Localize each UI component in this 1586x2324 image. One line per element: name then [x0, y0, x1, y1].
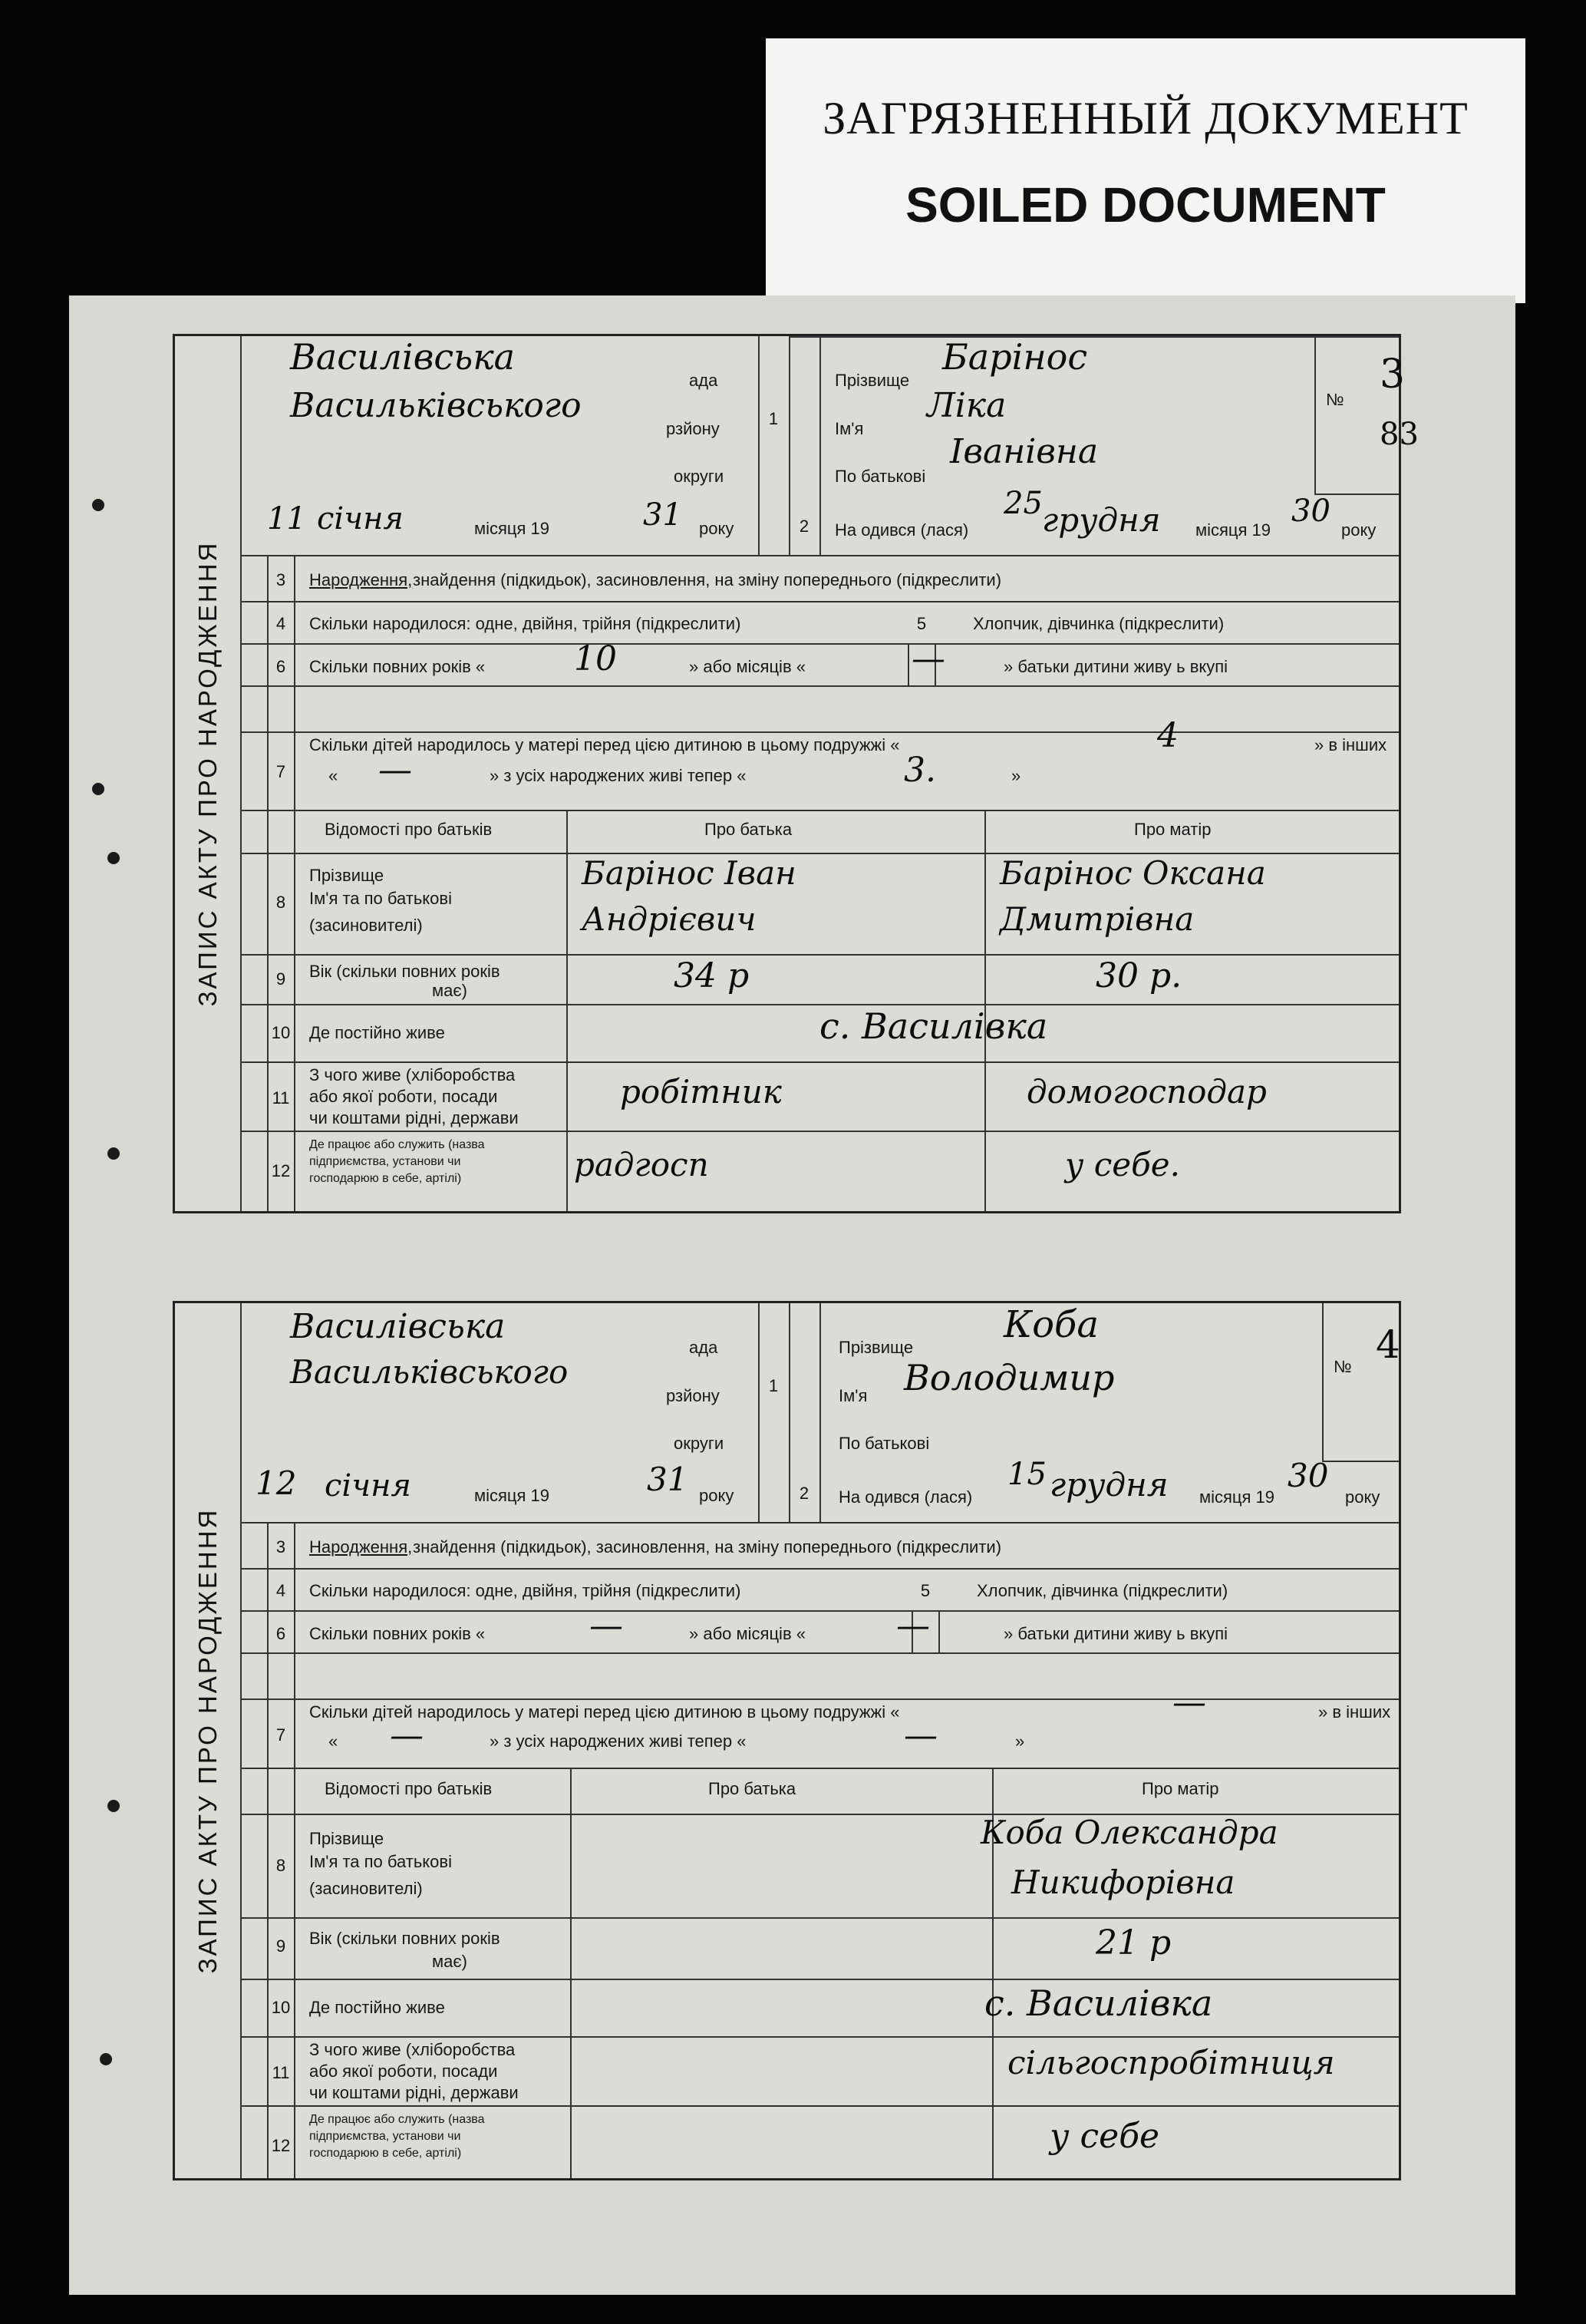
residence: с. Василівка [819, 1005, 1048, 1047]
children-alive: 3. [904, 751, 936, 790]
label-english: SOILED DOCUMENT [905, 177, 1386, 233]
birth-record-form-1: ЗАПИС АКТУ ПРО НАРОДЖЕННЯ ада рзйону округи місяця 19 року 1 2 Прізвище Ім'я По батькові № На одився (лася) місяця 19 року Василівська Васильківського 11 січня 31 Барінос Ліка Іванівна 3 83 25 грудня 30 3 Народження, знайдення (підкидьок), засиновлення, на зміну попереднього (підкреслити) 4 Скільки народилося: одне, двійня, трійня (підкреслити) 5 Хлопчик, дівчинка (підкреслити) 6 Скільки повних років « » або місяців « » батьки дитини живу ь вкупі 10 — 7 Скільки дітей народилось у матері перед цією дитиною в цьому подружжі « » в інших « » з усіх народжених живі тепер « » 4 — 3. Відомості про батьків Про батька Про матір 8 Прізвище Ім'я та по батькові (засиновителі) Барінос Іван Андрієвич Барінос Оксана Дмитрівна 9 Вік (скільки повних років має) 34 р 30 р. 10 Де постійно живе с. Василівка 11 З чого живе (хліборобства або якої роботи, посади чи коштами рідні, держави робітник домогосподар 12 Де працює або служить (назва підприємства, установи чи господарюю в себе, артілі) радгосп у себе. [173, 334, 1401, 1213]
children-before: 4 [1157, 716, 1179, 755]
mother-occupation: домогосподар [1027, 1073, 1267, 1111]
record-number: 4 [1376, 1322, 1400, 1367]
born-year: 30 [1288, 1457, 1329, 1494]
mother-age: 30 р. [1096, 956, 1182, 995]
punch-hole [100, 2053, 112, 2065]
name-value: Володимир [904, 1357, 1115, 1398]
name-label: Ім'я [835, 419, 864, 438]
years-together: 10 [574, 639, 617, 678]
months-together: — [912, 639, 945, 678]
born-day: 15 [1007, 1457, 1047, 1492]
surname-label: Прізвище [835, 371, 910, 390]
mother-work: у себе. [1065, 1146, 1180, 1183]
mother-work: у себе [1050, 2117, 1160, 2156]
date-year: 31 [647, 1461, 688, 1498]
date-month: січня [317, 501, 404, 536]
okruha-label: округи [674, 467, 724, 486]
date-day: 11 [267, 501, 306, 536]
surname-value: Барінос [942, 336, 1088, 378]
date-year: 31 [643, 497, 682, 533]
month-label: місяця 19 [474, 519, 550, 538]
born-month: грудня [1042, 501, 1161, 539]
born-day: 25 [1004, 486, 1043, 521]
label-russian: ЗАГРЯЗНЕННЫЙ ДОКУМЕНТ [823, 93, 1469, 144]
date-month: січня [325, 1468, 411, 1504]
father-name-1: Барінос Іван [582, 854, 796, 892]
date-day: 12 [256, 1464, 297, 1502]
children-other: — [378, 751, 412, 790]
mother-name-1: Коба Олександра [981, 1814, 1278, 1851]
born-label: На одився (лася) [835, 520, 969, 540]
months-together: — [896, 1606, 930, 1646]
born-year: 30 [1291, 494, 1330, 529]
punch-hole [107, 1800, 120, 1812]
punch-hole [107, 1147, 120, 1160]
residence: с. Василівка [984, 1982, 1213, 2024]
mother-occupation: сільгоспробітниця [1007, 2044, 1335, 2081]
mother-name-1: Барінос Оксана [1000, 854, 1266, 892]
surname-value: Коба [1004, 1303, 1099, 1346]
mother-name-2: Дмитрівна [1000, 900, 1195, 938]
father-age: 34 р [674, 956, 750, 995]
rada-value: Василівська [290, 336, 516, 378]
form-side-title: ЗАПИС АКТУ ПРО НАРОДЖЕННЯ [175, 1303, 242, 2178]
roku-label: року [699, 519, 734, 538]
soiled-document-label [766, 38, 1525, 303]
children-other: — [390, 1716, 424, 1755]
name-value: Ліка [927, 386, 1007, 425]
years-together: — [589, 1606, 623, 1646]
children-alive: — [904, 1716, 938, 1755]
record-number: 3 [1380, 352, 1406, 398]
father-name-2: Андрієвич [582, 900, 757, 938]
rayon-value: Васильківського [290, 386, 582, 425]
father-occupation: робітник [620, 1073, 782, 1111]
patronymic-label: По батькові [835, 467, 926, 486]
mother-age: 21 р [1096, 1923, 1172, 1963]
record-number-alt: 83 [1380, 417, 1419, 452]
mother-name-2: Никифорівна [1011, 1863, 1235, 1901]
rada-value: Василівська [290, 1307, 506, 1346]
rayon-value: Васильківського [290, 1353, 569, 1391]
rada-label: ада [689, 371, 718, 390]
born-month: грудня [1050, 1466, 1169, 1504]
patronymic-value: Іванівна [950, 432, 1099, 471]
children-before: — [1172, 1683, 1206, 1722]
number-label: № [1326, 390, 1344, 409]
punch-hole [107, 852, 120, 864]
punch-hole [92, 783, 104, 795]
birth-record-form-2: ЗАПИС АКТУ ПРО НАРОДЖЕННЯ ада рзйону округи місяця 19 року 1 2 Прізвище Ім'я По батькові № На одився (лася) місяця 19 року Василівська Васильківського 12 січня 31 Коба Володимир 4 15 грудня 30 3 Народження, знайдення (підкидьок), засиновлення, на зміну попереднього (підкреслити) 4 Скільки народилося: одне, двійня, трійня (підкреслити) 5 Хлопчик, дівчинка (підкреслити) 6 Скільки повних років « » або місяців « » батьки дитини живу ь вкупі — — 7 Скільки дітей народилось у матері перед цією дитиною в цьому подружжі « » в інших « » з усіх народжених живі тепер « » — — — Відомості про батьків Про батька Про матір 8 Прізвище Ім'я та по батькові (засиновителі) Коба Олександра Никифорівна 9 Вік (скільки повних років має) 21 р 10 Де постійно живе с. Василівка 11 З чого живе (хліборобства або якої роботи, посади чи коштами рідні, держави сільгоспробітниця 12 Де працює або служить (назва підприємства, установи чи господарюю в себе, артілі) у себе [173, 1301, 1401, 2180]
punch-hole [92, 499, 104, 511]
form-side-title: ЗАПИС АКТУ ПРО НАРОДЖЕННЯ [175, 336, 242, 1211]
father-work: радгосп [574, 1146, 709, 1183]
rayon-label: рзйону [666, 419, 720, 438]
